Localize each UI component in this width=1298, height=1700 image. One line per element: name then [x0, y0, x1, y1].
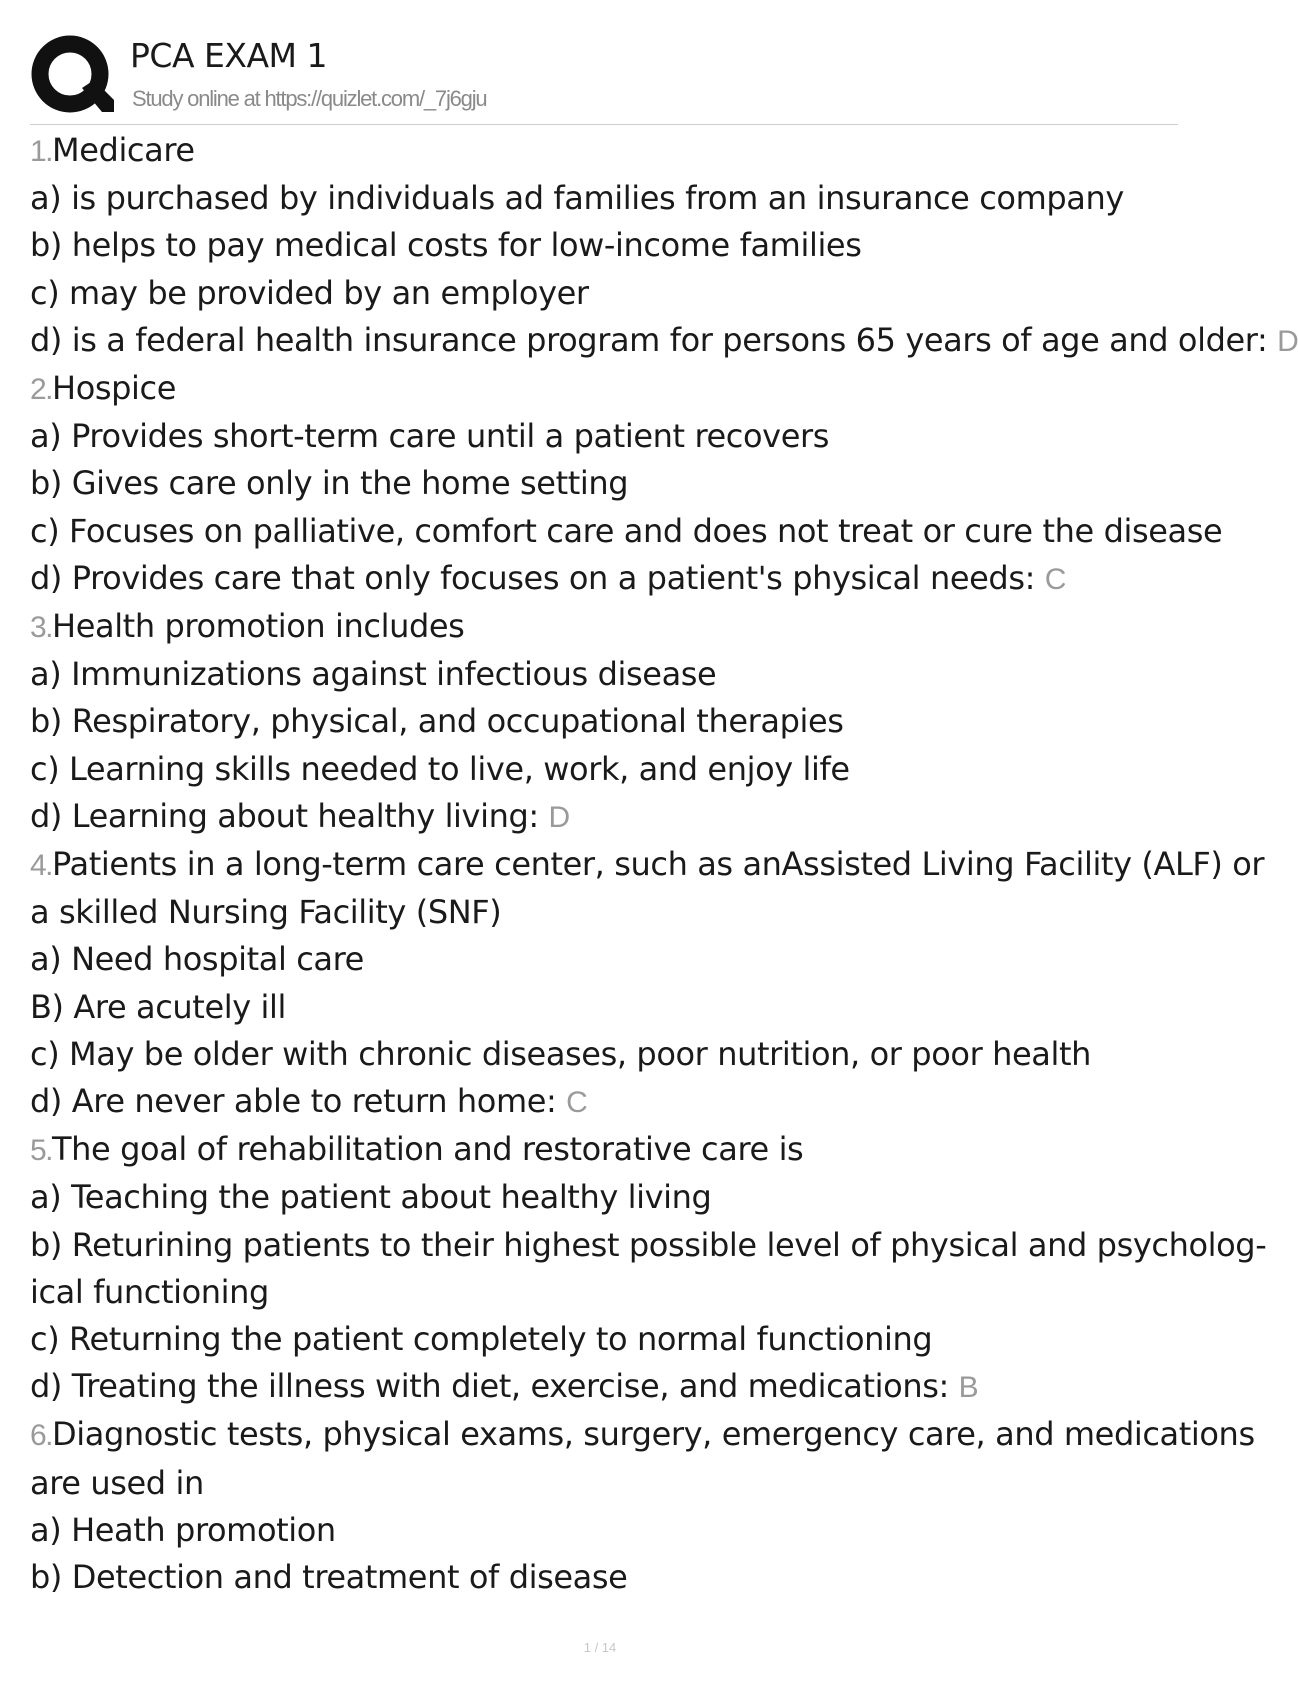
question-stem-line: [30, 1126, 1180, 1174]
question-option-line: [30, 317, 1298, 365]
question-stem-line: [30, 365, 1180, 413]
question-number: 5.: [30, 1134, 53, 1168]
answer-key: C: [566, 1086, 588, 1120]
option-text: a) Need hospital care: [30, 940, 364, 979]
question-option-line: [30, 270, 1180, 317]
option-text: a) is purchased by individuals ad families from an insurance company: [30, 179, 1124, 218]
option-text: a) Heath promotion: [30, 1510, 336, 1549]
question-option-line: [30, 889, 1180, 936]
option-text: d) Are never able to return home:: [30, 1082, 557, 1121]
option-text: b) helps to pay medical costs for low-income families: [30, 226, 862, 265]
option-text: d) is a federal health insurance program for persons 65 years of age and older:: [30, 320, 1268, 359]
option-text: ical functioning: [30, 1272, 269, 1311]
question-option-line: [30, 793, 1180, 841]
question-option-line: [30, 1316, 1180, 1363]
question-option-line: [30, 222, 1180, 269]
option-text: are used in: [30, 1463, 204, 1502]
question-option-line: [30, 508, 1223, 555]
option-text: d) Provides care that only focuses on a patient's physical needs:: [30, 558, 1035, 597]
option-text: a skilled Nursing Facility (SNF): [30, 893, 502, 932]
quizlet-q-logo-icon: [30, 34, 114, 118]
question-list: [30, 127, 1298, 1601]
option-text: B) Are acutely ill: [30, 987, 287, 1026]
question-text: Patients in a long-term care center, such as anAssisted Living Facility (ALF) or: [52, 845, 1265, 884]
question-option-line: [30, 984, 1180, 1031]
option-text: a) Immunizations against infectious disease: [30, 655, 717, 694]
question-option-line: [30, 1031, 1180, 1078]
question-number: 4.: [30, 849, 53, 883]
question-option-line: [30, 460, 1180, 507]
question-option-line: [30, 1269, 1180, 1316]
question-option-line: [30, 1078, 1180, 1126]
question-option-line: [30, 746, 1180, 793]
question-stem-line: [30, 841, 1265, 889]
question-option-line: [30, 1554, 1180, 1601]
page-indicator: 1 / 14: [583, 1640, 617, 1655]
option-text: c) Returning the patient completely to normal functioning: [30, 1320, 933, 1359]
question-option-line: [30, 1222, 1267, 1269]
question-stem-line: [30, 1411, 1255, 1459]
question-text: Medicare: [52, 131, 195, 169]
document-header: [30, 28, 1178, 125]
question-option-line: [30, 413, 1180, 460]
option-text: c) may be provided by an employer: [30, 273, 589, 312]
option-text: b) Respiratory, physical, and occupational therapies: [30, 702, 844, 741]
option-text: b) Returining patients to their highest possible level of physical and psycholog-: [30, 1225, 1267, 1264]
question-number: 3.: [30, 611, 53, 645]
question-option-line: [30, 1507, 1180, 1554]
option-text: c) May be older with chronic diseases, poor nutrition, or poor health: [30, 1034, 1091, 1073]
question-number: 1.: [30, 135, 53, 168]
question-number: 2.: [30, 373, 53, 407]
question-option-line: [30, 651, 1180, 698]
question-stem-line: [30, 603, 1180, 651]
study-online-link-text: Study online at https://quizlet.com/_7j6gju: [132, 86, 487, 111]
question-text: The goal of rehabilitation and restorative care is: [52, 1130, 804, 1169]
question-option-line: [30, 936, 1180, 983]
option-text: d) Learning about healthy living:: [30, 796, 539, 835]
option-text: a) Provides short-term care until a patient recovers: [30, 417, 830, 456]
option-text: c) Learning skills needed to live, work, and enjoy life: [30, 749, 850, 788]
question-option-line: [30, 1460, 1180, 1507]
question-number: 6.: [30, 1419, 53, 1453]
option-text: a) Teaching the patient about healthy living: [30, 1178, 712, 1217]
question-stem-line: [30, 127, 1180, 175]
question-text: Health promotion includes: [52, 607, 465, 646]
question-option-line: [30, 175, 1180, 222]
answer-key: C: [1044, 562, 1067, 596]
question-text: Diagnostic tests, physical exams, surgery, emergency care, and medications: [52, 1415, 1255, 1454]
question-option-line: [30, 698, 1180, 745]
option-text: b) Gives care only in the home setting: [30, 464, 629, 503]
answer-key: B: [958, 1371, 979, 1405]
answer-key: D: [1277, 324, 1298, 358]
answer-key: D: [548, 800, 570, 834]
option-text: d) Treating the illness with diet, exercise, and medications:: [30, 1367, 949, 1406]
question-option-line: [30, 1174, 1180, 1221]
question-option-line: [30, 555, 1180, 603]
document-title: PCA EXAM 1: [130, 36, 327, 75]
option-text: c) Focuses on palliative, comfort care and does not treat or cure the disease: [30, 511, 1223, 550]
option-text: b) Detection and treatment of disease: [30, 1558, 628, 1597]
question-text: Hospice: [52, 369, 177, 408]
question-option-line: [30, 1363, 1180, 1411]
